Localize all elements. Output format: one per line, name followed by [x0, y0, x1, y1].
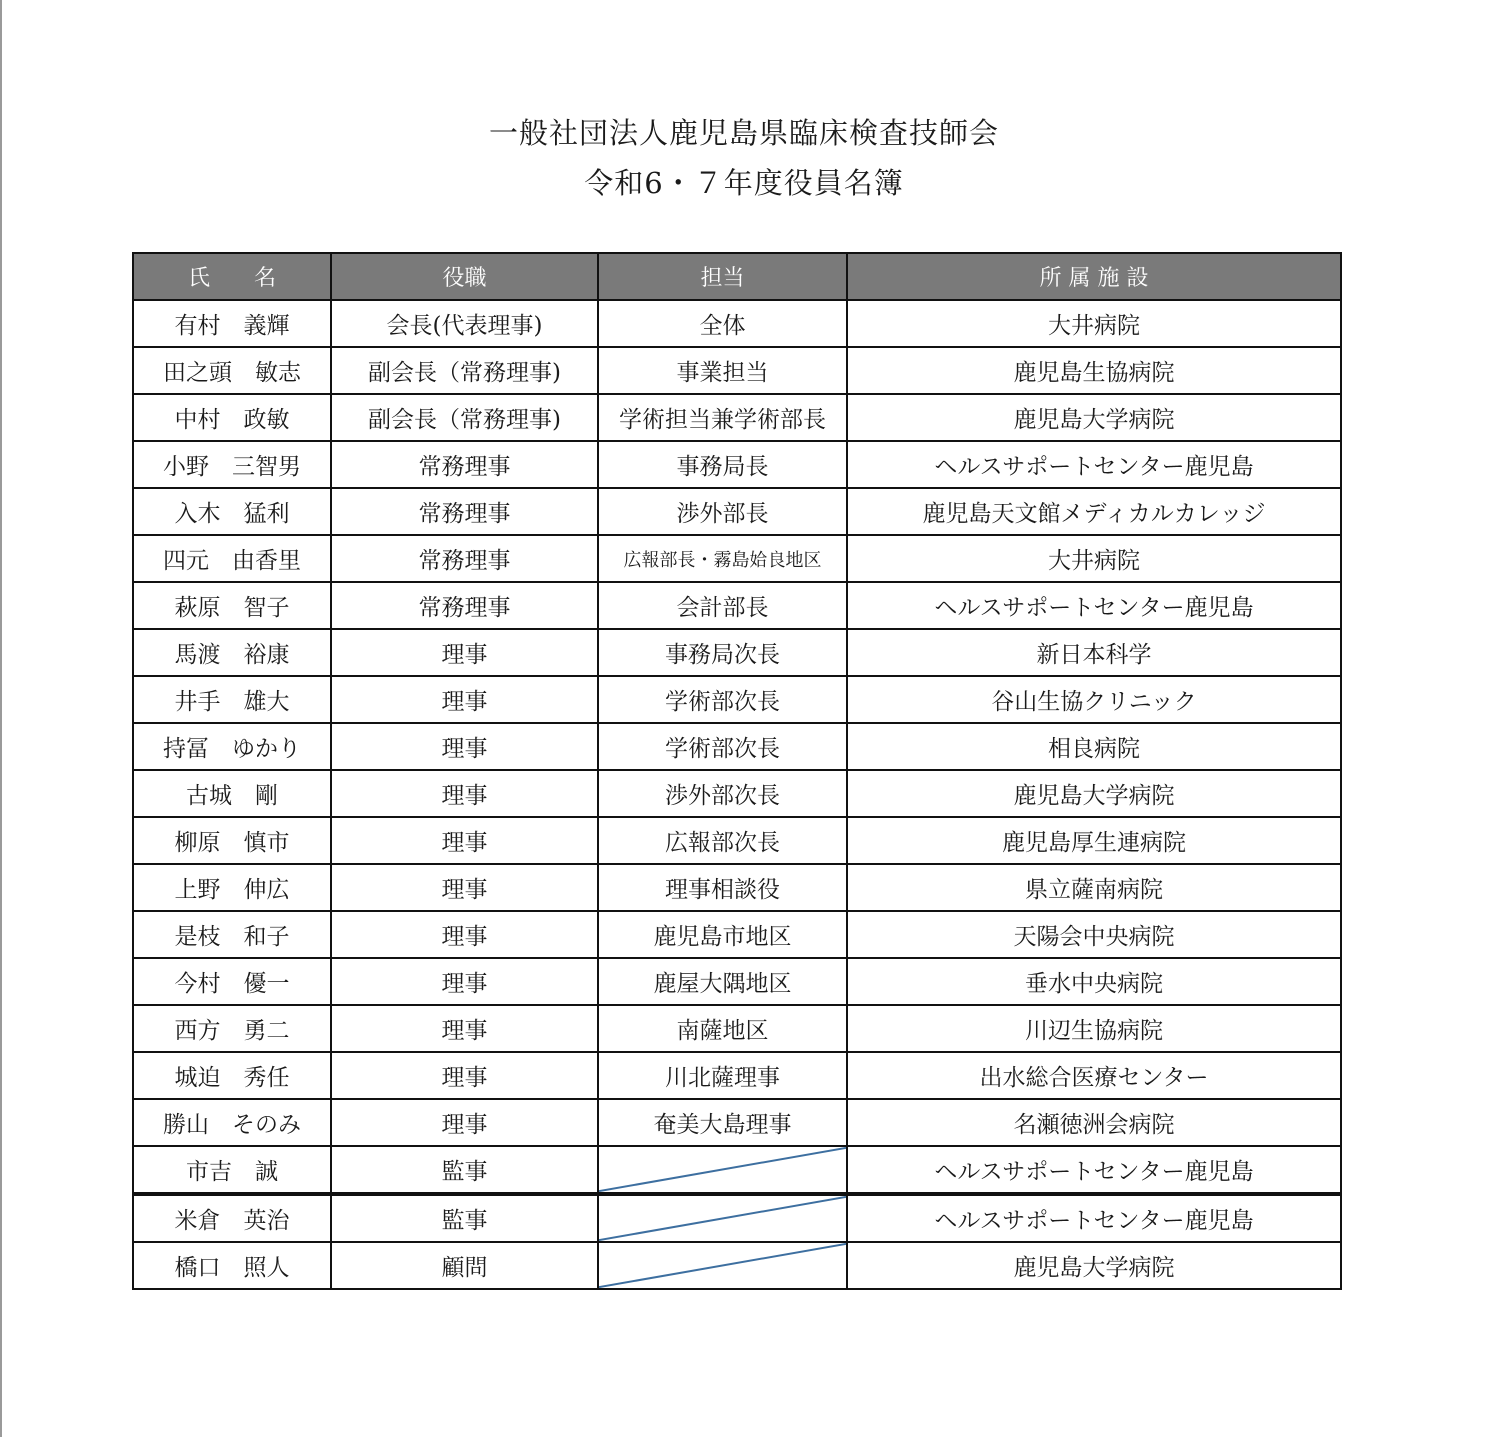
- cell-facility: 県立薩南病院: [847, 864, 1341, 911]
- table-row: [133, 300, 1341, 347]
- table-row: [133, 1194, 1341, 1242]
- cell-facility: 垂水中央病院: [847, 958, 1341, 1005]
- cell-facility: ヘルスサポートセンター鹿児島: [847, 582, 1341, 629]
- cell-name: 城迫 秀任: [133, 1052, 331, 1099]
- officer-roster-table: [132, 252, 1342, 1290]
- cell-facility: 鹿児島大学病院: [847, 394, 1341, 441]
- cell-duty-blank: [598, 1242, 847, 1289]
- table-row: [133, 817, 1341, 864]
- cell-duty: 鹿児島市地区: [598, 911, 847, 958]
- table-row: [133, 911, 1341, 958]
- cell-name: 持冨 ゆかり: [133, 723, 331, 770]
- table-row: [133, 1005, 1341, 1052]
- cell-duty: 学術担当兼学術部長: [598, 394, 847, 441]
- cell-name: 古城 剛: [133, 770, 331, 817]
- cell-role: 副会長（常務理事): [331, 394, 598, 441]
- table-row: [133, 488, 1341, 535]
- document-title: 一般社団法人鹿児島県臨床検査技師会: [488, 116, 999, 150]
- header-facility: 所 属 施 設: [847, 253, 1341, 300]
- cell-name: 柳原 慎市: [133, 817, 331, 864]
- cell-name: 米倉 英治: [133, 1194, 331, 1242]
- table-row: [133, 582, 1341, 629]
- table-row: [133, 1242, 1341, 1289]
- cell-duty: 事業担当: [598, 347, 847, 394]
- cell-role: 会長(代表理事): [331, 300, 598, 347]
- diagonal-strike-line: [599, 1196, 846, 1241]
- cell-facility: 鹿児島大学病院: [847, 770, 1341, 817]
- cell-name: 上野 伸広: [133, 864, 331, 911]
- cell-facility: 大井病院: [847, 535, 1341, 582]
- cell-facility: 谷山生協クリニック: [847, 676, 1341, 723]
- cell-duty: 南薩地区: [598, 1005, 847, 1052]
- cell-name: 四元 由香里: [133, 535, 331, 582]
- table-row: [133, 629, 1341, 676]
- cell-duty: 川北薩理事: [598, 1052, 847, 1099]
- cell-duty: 会計部長: [598, 582, 847, 629]
- cell-name: 萩原 智子: [133, 582, 331, 629]
- cell-role: 理事: [331, 1099, 598, 1146]
- cell-duty: 事務局次長: [598, 629, 847, 676]
- cell-duty: 事務局長: [598, 441, 847, 488]
- cell-role: 監事: [331, 1194, 598, 1242]
- cell-name: 馬渡 裕康: [133, 629, 331, 676]
- table-row: [133, 676, 1341, 723]
- cell-role: 理事: [331, 958, 598, 1005]
- cell-duty: 渉外部次長: [598, 770, 847, 817]
- cell-facility: 天陽会中央病院: [847, 911, 1341, 958]
- cell-name: 市吉 誠: [133, 1146, 331, 1194]
- cell-facility: 大井病院: [847, 300, 1341, 347]
- cell-name: 橋口 照人: [133, 1242, 331, 1289]
- cell-role: 常務理事: [331, 535, 598, 582]
- cell-role: 理事: [331, 911, 598, 958]
- cell-facility: 鹿児島生協病院: [847, 347, 1341, 394]
- cell-name: 今村 優一: [133, 958, 331, 1005]
- cell-duty: 学術部次長: [598, 723, 847, 770]
- cell-facility: 鹿児島厚生連病院: [847, 817, 1341, 864]
- cell-duty: 広報部次長: [598, 817, 847, 864]
- cell-role: 理事: [331, 770, 598, 817]
- cell-name: 田之頭 敏志: [133, 347, 331, 394]
- cell-role: 顧問: [331, 1242, 598, 1289]
- table-row: [133, 535, 1341, 582]
- page-left-edge: [0, 0, 2, 1437]
- diagonal-strike-line: [599, 1147, 846, 1192]
- cell-role: 常務理事: [331, 582, 598, 629]
- document-subtitle: 令和6・７年度役員名簿: [584, 166, 904, 200]
- cell-duty: 渉外部長: [598, 488, 847, 535]
- cell-name: 是枝 和子: [133, 911, 331, 958]
- cell-facility: 鹿児島大学病院: [847, 1242, 1341, 1289]
- cell-duty-blank: [598, 1146, 847, 1194]
- table-row: [133, 441, 1341, 488]
- header-duty: 担当: [598, 253, 847, 300]
- diagonal-strike-line: [599, 1243, 846, 1288]
- cell-role: 理事: [331, 1052, 598, 1099]
- cell-facility: 名瀬徳洲会病院: [847, 1099, 1341, 1146]
- cell-facility: 新日本科学: [847, 629, 1341, 676]
- cell-role: 常務理事: [331, 441, 598, 488]
- cell-duty-blank: [598, 1194, 847, 1242]
- cell-duty: 理事相談役: [598, 864, 847, 911]
- cell-role: 監事: [331, 1146, 598, 1194]
- cell-duty: 鹿屋大隅地区: [598, 958, 847, 1005]
- cell-facility: 川辺生協病院: [847, 1005, 1341, 1052]
- cell-role: 常務理事: [331, 488, 598, 535]
- cell-facility: ヘルスサポートセンター鹿児島: [847, 1146, 1341, 1194]
- cell-role: 副会長（常務理事): [331, 347, 598, 394]
- table-header-row: [133, 253, 1341, 300]
- cell-duty: 広報部長・霧島姶良地区: [598, 535, 847, 582]
- header-name: 氏 名: [133, 253, 331, 300]
- cell-role: 理事: [331, 676, 598, 723]
- cell-role: 理事: [331, 1005, 598, 1052]
- cell-name: 中村 政敏: [133, 394, 331, 441]
- cell-facility: ヘルスサポートセンター鹿児島: [847, 1194, 1341, 1242]
- cell-name: 井手 雄大: [133, 676, 331, 723]
- cell-name: 入木 猛利: [133, 488, 331, 535]
- table-row: [133, 770, 1341, 817]
- cell-name: 勝山 そのみ: [133, 1099, 331, 1146]
- table-row: [133, 347, 1341, 394]
- cell-facility: 鹿児島天文館メディカルカレッジ: [847, 488, 1341, 535]
- cell-facility: 出水総合医療センター: [847, 1052, 1341, 1099]
- table-row: [133, 1146, 1341, 1194]
- header-role: 役職: [331, 253, 598, 300]
- cell-duty: 奄美大島理事: [598, 1099, 847, 1146]
- cell-facility: 相良病院: [847, 723, 1341, 770]
- cell-name: 西方 勇二: [133, 1005, 331, 1052]
- cell-facility: ヘルスサポートセンター鹿児島: [847, 441, 1341, 488]
- cell-duty: 学術部次長: [598, 676, 847, 723]
- table-row: [133, 864, 1341, 911]
- table-row: [133, 958, 1341, 1005]
- table-row: [133, 1052, 1341, 1099]
- cell-role: 理事: [331, 629, 598, 676]
- table-row: [133, 1099, 1341, 1146]
- cell-role: 理事: [331, 864, 598, 911]
- table-row: [133, 394, 1341, 441]
- table-row: [133, 723, 1341, 770]
- cell-name: 有村 義輝: [133, 300, 331, 347]
- cell-duty: 全体: [598, 300, 847, 347]
- cell-name: 小野 三智男: [133, 441, 331, 488]
- cell-role: 理事: [331, 817, 598, 864]
- cell-role: 理事: [331, 723, 598, 770]
